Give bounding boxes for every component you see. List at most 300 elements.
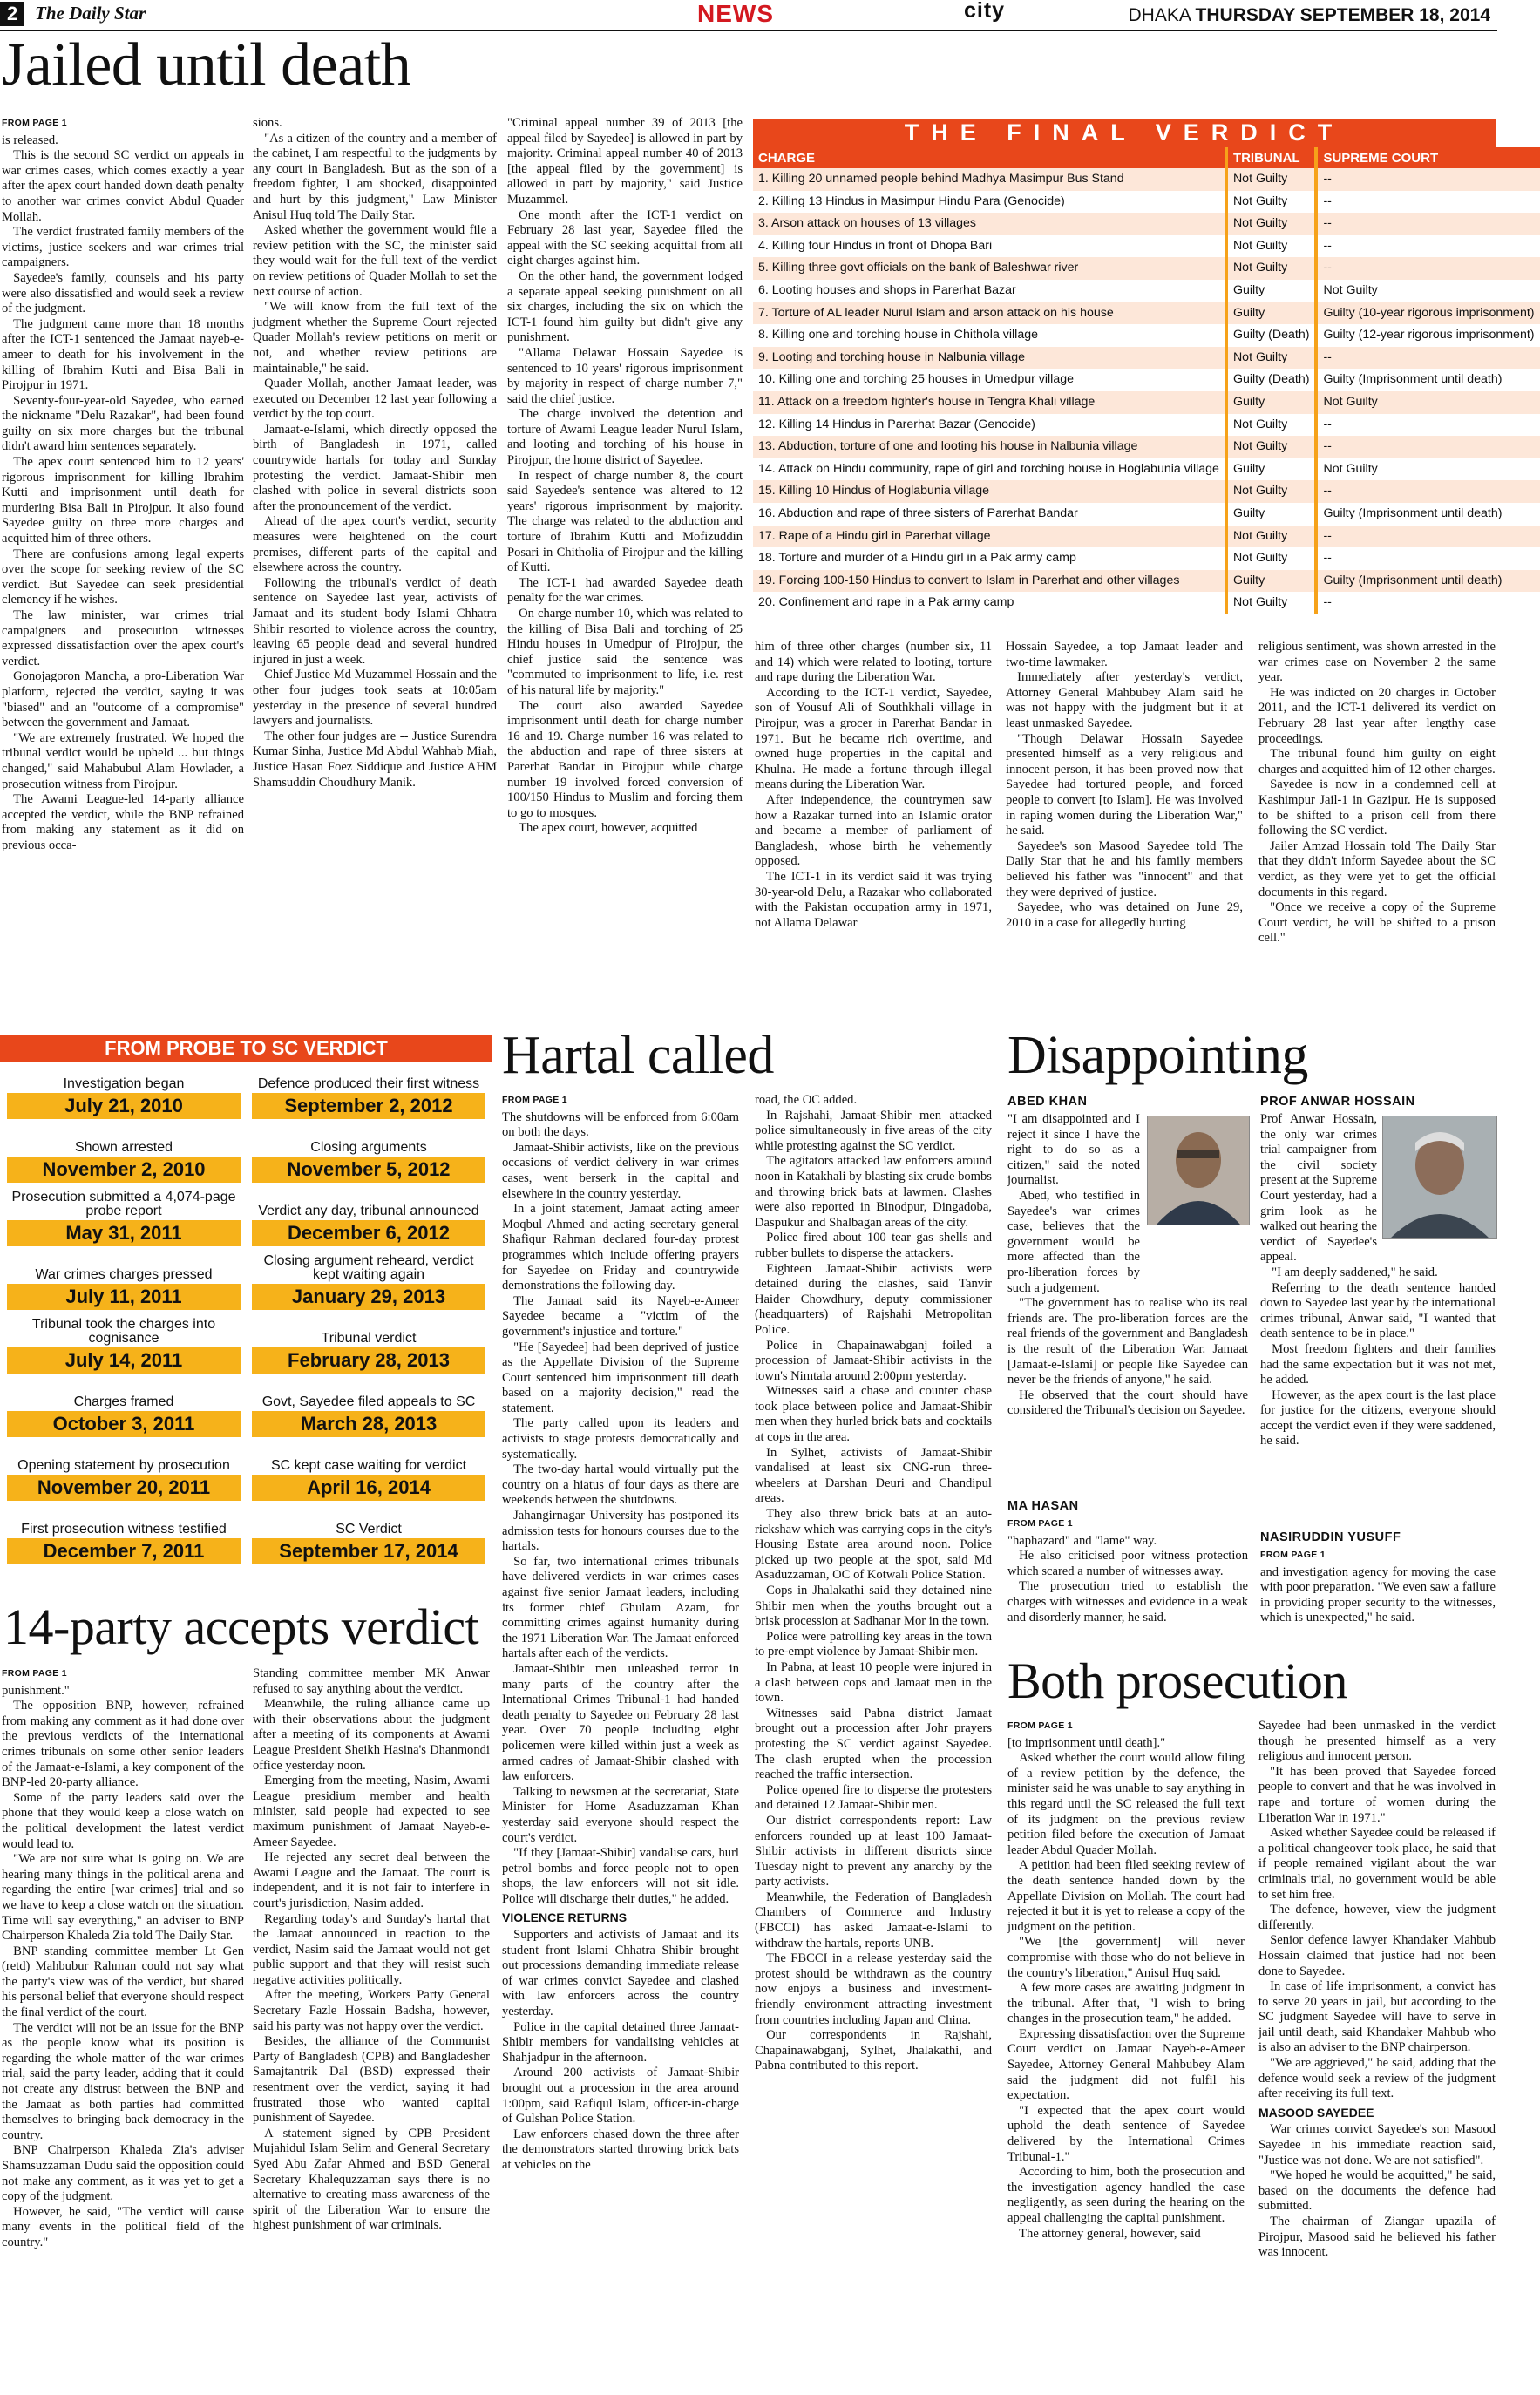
- paragraph: Around 200 activists of Jamaat-Shibir brought out a procession in the area around 1:00pm, said Rafiqul Islam, officer-in-charge of Gulshan Police Station.: [502, 2066, 739, 2127]
- timeline-entry: [7, 1130, 241, 1183]
- paragraph: The two-day hartal would virtually put the country on a hiatus of four days as there are weekends between the shutdowns.: [502, 1462, 739, 1508]
- paragraph: They also threw brick bats at an auto-rickshaw which was carrying cops in the city's Housing Estate area around noon. Police picked up two people at the spot, said Md Asaduzzaman, OC of Kotwali Police Station.: [755, 1507, 992, 1583]
- paragraph: Asked whether the court would allow filing of a review petition by the defence, the minister said he was unable to say anything in this regard until the SC released the full text of its judgment on the previous review petition filed before the execution of Jamaat leader Abdul Quader Mollah.: [1007, 1751, 1245, 1857]
- supreme-court-cell: --: [1316, 191, 1539, 214]
- anwar-hossain-block: [1260, 1091, 1496, 1449]
- paragraph: Jamaat-Shibir activists, like on the previous occasions of verdict delivery in war crimes cases, went berserk in the capital and elsewhere in the country yesterday.: [502, 1140, 739, 1201]
- main-col-3: [507, 116, 743, 837]
- paragraph: The court also awarded Sayedee imprisonment until death for charge number 16 and 19. Charge number 16 was related to the abduction and rape of three sisters at Parerhat Bandar in Pirojpur while charge number 19 involved forced conversion of 100/150 Hindus to Muslim and forcing them to go to mosques.: [507, 698, 743, 820]
- probe-title: FROM PROBE TO SC VERDICT: [0, 1035, 492, 1062]
- supreme-court-cell: Guilty (12-year rigorous imprisonment): [1316, 324, 1539, 347]
- verdict-row: [753, 526, 1540, 548]
- tribunal-cell: Not Guilty: [1226, 191, 1317, 214]
- from-page-label: FROM PAGE 1: [2, 118, 67, 128]
- paragraph: "Allama Delawar Hossain Sayedee is sentenced to 10 years' rigorous imprisonment by majority in respect of charge number 7," said the chief justice.: [507, 345, 743, 406]
- party-col-1: [2, 1666, 244, 2251]
- paragraph: In Pabna, at least 10 people were injured in a clash between cops and Jamaat men in the town.: [755, 1659, 992, 1706]
- paragraph: Sayedee's family, counsels and his party were also dissatisfied and would seek a review of the judgment.: [2, 270, 244, 316]
- charge-cell: 4. Killing four Hindus in front of Dhopa Bari: [753, 235, 1226, 258]
- paragraph: The tribunal found him guilty on eight charges and acquitted him of 12 other charges.: [1258, 747, 1496, 777]
- paragraph: "We [the government] will never compromise with those who do not believe in the country's liberation," Anisul Huq said.: [1007, 1935, 1245, 1980]
- page-number: 2: [0, 2, 24, 26]
- timeline-label: Defence produced their first witness: [257, 1076, 480, 1091]
- paragraph: Jamaat-Shibir men unleashed terror in many parts of the country after the International Crimes Tribunal-1 had handed death penalty to Sayedee on February 28 last year. Over 70 people including eight policemen were killed within just a week as armed cadres of Jamaat-Shibir clashed with law enforcers.: [502, 1661, 739, 1784]
- paragraph: Sayedee is now in a condemned cell at Kashimpur Jail-1 in Gazipur. He is supposed to be shifted to a prison cell from there following the SC verdict.: [1258, 777, 1496, 838]
- ma-hasan-text: [1007, 1516, 1248, 1625]
- paragraph: The other four judges are -- Justice Surendra Kumar Sinha, Justice Md Abdul Wahhab Miah, Justice Hasan Foez Siddique and Justice AHM Shamsuddin Choudhury Manik.: [253, 729, 497, 790]
- tribunal-cell: Guilty: [1226, 570, 1317, 593]
- charge-cell: 3. Arson attack on houses of 13 villages: [753, 213, 1226, 235]
- paragraph: Our district correspondents report: Law enforcers rounded up at least 100 Jamaat-Shibir activists in different districts since Tuesday night to prevent any anarchy by the party activists.: [755, 1813, 992, 1890]
- paragraph: Our correspondents in Rajshahi, Chapainawabganj, Sylhet, Jhalakathi, and Pabna contributed to this report.: [755, 2028, 992, 2073]
- paragraph: A statement signed by CPB President Mujahidul Islam Selim and General Secretary Syed Abu Zafar Ahmed and BSD General Secretary Khalequzzaman says there is no alternative to creating mass awareness of the spirit of the Liberation War to ensure the highest punishment of war criminals.: [253, 2126, 490, 2233]
- timeline-date: September 17, 2014: [252, 1538, 485, 1564]
- prosecution-headline: Both prosecution: [1007, 1652, 1347, 1709]
- tribunal-cell: Not Guilty: [1226, 213, 1317, 235]
- timeline-entry: [252, 1385, 485, 1437]
- paragraph: "I expected that the apex court would uphold the death sentence of Sayedee delivered by the International Crimes Tribunal-1.": [1007, 2103, 1245, 2164]
- charge-cell: 11. Attack on a freedom fighter's house in Tengra Khali village: [753, 391, 1226, 414]
- paragraph: "Criminal appeal number 39 of 2013 [the appeal filed by Sayedee] is allowed in part by majority. Criminal appeal number 40 of 2013 [the appeal filed by the government] is allowed in part by majority," said Justice Muzammel.: [507, 116, 743, 207]
- timeline-entry: [252, 1067, 485, 1119]
- charge-cell: 19. Forcing 100-150 Hindus to convert to Islam in Parerhat and other villages: [753, 570, 1226, 593]
- paragraph: Jahangirnagar University has postponed its admission tests for honours courses due to the hartals.: [502, 1509, 739, 1554]
- prosecution-col-2: [1258, 1719, 1496, 2261]
- paragraph: Witnesses said Pabna district Jamaat brought out a procession after Johr prayers protesting the SC verdict against Sayedee. The clash erupted when the procession reached the traffic intersection.: [755, 1706, 992, 1782]
- timeline-label: SC kept case waiting for verdict: [270, 1458, 467, 1473]
- timeline-date: October 3, 2011: [7, 1411, 241, 1437]
- paragraph: However, he said, "The verdict will cause many events in the political field of the country.": [2, 2204, 244, 2249]
- paragraph: The charge involved the detention and torture of Awami League leader Nurul Islam, and looting and torching of his house in Pirojpur, the home district of Sayedee.: [507, 407, 743, 468]
- subsection-label: city: [964, 0, 1006, 23]
- paragraph: "The government has to realise who its real friends are. The pro-liberation forces are the real friends of the government and Bangladesh is the result of the Liberation War. Jamaat [Jamaat-e-Islami] or people like Sayedee can never be the friends of anyone," he said.: [1007, 1296, 1248, 1387]
- tribunal-cell: Guilty: [1226, 280, 1317, 302]
- paragraph: This is the second SC verdict on appeals in war crimes cases, which comes exactly a year after the apex court handed down death penalty to another war crimes convict Abdul Quader Mollah.: [2, 148, 244, 224]
- tribunal-cell: Not Guilty: [1226, 257, 1317, 280]
- portrait-icon: [1148, 1116, 1249, 1225]
- timeline-label: Shown arrested: [74, 1140, 173, 1155]
- paragraph: There are confusions among legal experts over the scope for seeking review of the SC verdict. But Sayedee can seek presidential clemency if he wishes.: [2, 546, 244, 607]
- paragraph: According to him, both the prosecution and the investigation agency handled the case negligently, as seen during the hearing on the appeal challenging the capital punishment.: [1007, 2165, 1245, 2225]
- nasiruddin-yusuff-text: [1260, 1548, 1496, 1626]
- paragraph: him of three other charges (number six, 11 and 14) which were related to looting, torture and rape during the Liberation War.: [755, 640, 992, 685]
- supreme-court-cell: --: [1316, 347, 1539, 370]
- paragraph: "If they [Jamaat-Shibir] vandalise cars, hurl petrol bombs and force people not to open shops, the law enforcers will not sit idle. Police will discharge their duties," he added.: [502, 1846, 739, 1906]
- verdict-row: [753, 324, 1540, 347]
- supreme-court-cell: --: [1316, 480, 1539, 503]
- from-page-label: FROM PAGE 1: [502, 1095, 567, 1105]
- paragraph: Police in the capital detained three Jamaat-Shibir members for vandalising vehicles at Shahjadpur in the afternoon.: [502, 2019, 739, 2065]
- verdict-row: [753, 480, 1540, 503]
- supreme-court-cell: --: [1316, 257, 1539, 280]
- paragraph: Asked whether Sayedee could be released if a political changeover took place, he said that if people remained vigilant about the war criminals trial, no government would be able to set him free.: [1258, 1826, 1496, 1902]
- subhead: MASOOD SAYEDEE: [1258, 2105, 1374, 2120]
- prosecution-col-1: [1007, 1719, 1245, 2242]
- tribunal-cell: Guilty: [1226, 391, 1317, 414]
- timeline-entry: [252, 1449, 485, 1501]
- paragraph: In case of life imprisonment, a convict has to serve 20 years in jail, but according to the SC judgment Sayedee will have to serve in jail until death, said Khandaker Mahbub who is also an adviser to the BNP chairperson.: [1258, 1979, 1496, 2055]
- paragraph: The law minister, war crimes trial campaigners and prosecution witnesses expressed dissatisfaction over the apex court's verdict.: [2, 608, 244, 668]
- verdict-row: [753, 369, 1540, 391]
- party-headline: 14-party accepts verdict: [3, 1598, 479, 1655]
- verdict-row: [753, 257, 1540, 280]
- paragraph: "haphazard" and "lame" way.: [1007, 1533, 1157, 1548]
- paragraph: After the meeting, Workers Party General Secretary Fazle Hossain Badsha, however, said his party was not happy over the verdict.: [253, 1988, 490, 2033]
- party-col-2: [253, 1666, 490, 2234]
- paragraph: "We will know from the full text of the judgment whether the Supreme Court rejected Quader Mollah's review petitions on merit or not, and whether review petitions are maintainable," he said.: [253, 300, 497, 376]
- disappointing-headline: Disappointing: [1007, 1026, 1308, 1085]
- tribunal-cell: Not Guilty: [1226, 526, 1317, 548]
- paragraph: Senior defence lawyer Khandaker Mahbub Hossain claimed that justice had not been done to Sayedee.: [1258, 1933, 1496, 1978]
- nasiruddin-yusuff-block: [1260, 1527, 1496, 1626]
- timeline-entry: [7, 1512, 241, 1564]
- paragraph: He also criticised poor witness protection which scared a number of witnesses away.: [1007, 1549, 1248, 1578]
- paragraph: Police opened fire to disperse the protesters and detained 12 Jamaat-Shibir men.: [755, 1782, 992, 1813]
- charge-cell: 10. Killing one and torching 25 houses in Umedpur village: [753, 369, 1226, 391]
- paragraph: The attorney general, however, said: [1019, 2226, 1201, 2241]
- paragraph: Eighteen Jamaat-Shibir activists were detained during the clashes, said Tanvir Haider Chowdhury, deputy commissioner (headquarters) of Rajshahi Metropolitan Police.: [755, 1261, 992, 1337]
- verdict-row: [753, 391, 1540, 414]
- paragraph: Chief Justice Md Muzammel Hossain and the other four judges took seats at 10:05am yesterday in the presence of several hundred lawyers and journalists.: [253, 668, 497, 729]
- hartal-col-2: [755, 1093, 992, 2074]
- paragraph: Cops in Jhalakathi said they detained nine Shibir men when the youths brought out a brisk procession at Sadhanar Mor in the town.: [755, 1584, 992, 1629]
- tribunal-cell: Not Guilty: [1226, 347, 1317, 370]
- byline-abed-khan: ABED KHAN: [1007, 1095, 1088, 1109]
- charge-cell: 15. Killing 10 Hindus of Hoglabunia village: [753, 480, 1226, 503]
- paragraph: Standing committee member MK Anwar refused to say anything about the verdict.: [253, 1666, 490, 1696]
- supreme-court-cell: --: [1316, 436, 1539, 458]
- paragraph: Asked whether the government would file a review petition with the SC, the minister said they would wait for the full text of the verdict on review petitions of Quader Mollah to set the next course of action.: [253, 223, 497, 299]
- timeline-entry: [7, 1449, 241, 1501]
- paragraph: Police fired about 100 tear gas shells and rubber bullets to disperse the attackers.: [755, 1231, 992, 1260]
- timeline-date: April 16, 2014: [252, 1475, 485, 1501]
- timeline-label: Govt, Sayedee filed appeals to SC: [261, 1394, 476, 1409]
- supreme-court-cell: Guilty (Imprisonment until death): [1316, 369, 1539, 391]
- paragraph: The chairman of Ziangar upazila of Pirojpur, Masood said he believed his father was innocent.: [1258, 2215, 1496, 2260]
- paragraph: Sayedee had been unmasked in the verdict though he presented himself as a very religious and innocent person.: [1258, 1719, 1496, 1764]
- paragraph: "We are extremely frustrated. We hoped the tribunal verdict would be upheld ... but things changed," said Mahabubul Alam Howlader, a prosecution witness from Pirojpur.: [2, 730, 244, 791]
- byline-ma-hasan: MA HASAN: [1007, 1499, 1079, 1513]
- paragraph: The shutdowns will be enforced from 6:00am on both the days.: [502, 1109, 739, 1140]
- paragraph: Supporters and activists of Jamaat and its student front Islami Chhatra Shibir brought out processions demanding immediate release of war crimes convict Sayedee and clashed with law enforcers across the country yesterday.: [502, 1928, 739, 2019]
- paragraph: War crimes convict Sayedee's son Masood Sayedee in his immediate reaction said, "Justice was not done. We are not satisfied".: [1258, 2122, 1496, 2168]
- probe-timeline-box: [0, 1035, 492, 1595]
- timeline-entry: [252, 1194, 485, 1246]
- paragraph: Witnesses said a chase and counter chase took place between police and Jamaat-Shibir men when they hurled brick bats and cocktails at cops in the area.: [755, 1384, 992, 1445]
- paragraph: Some of the party leaders said over the phone that they would keep a close watch on the political development the latest verdict would lead to.: [2, 1790, 244, 1851]
- verdict-row: [753, 235, 1540, 258]
- verdict-row: [753, 302, 1540, 325]
- charge-cell: 7. Torture of AL leader Nurul Islam and arson attack on his house: [753, 302, 1226, 325]
- tribunal-cell: Guilty: [1226, 458, 1317, 481]
- tribunal-cell: Not Guilty: [1226, 414, 1317, 437]
- verdict-row: [753, 414, 1540, 437]
- verdict-row: [753, 547, 1540, 570]
- supreme-court-cell: --: [1316, 213, 1539, 235]
- paragraph: In a joint statement, Jamaat acting ameer Moqbul Ahmed and acting secretary general Shafiqur Rahman declared four-day protest programmes which include offering prayers for Sayedee on Friday and countrywide demonstrations the following day.: [502, 1202, 739, 1293]
- timeline-entry: [252, 1130, 485, 1183]
- abed-khan-photo: [1147, 1116, 1250, 1225]
- paragraph: punishment.": [2, 1683, 70, 1698]
- timeline-label: Charges framed: [73, 1394, 174, 1409]
- timeline-label: SC Verdict: [336, 1522, 402, 1537]
- timeline-entry: [252, 1253, 485, 1310]
- paragraph: Quader Mollah, another Jamaat leader, was executed on December 12 last year following a verdict by the top court.: [253, 377, 497, 422]
- timeline-entry: [252, 1321, 485, 1374]
- paragraph: Jailer Amzad Hossain told The Daily Star that they didn't inform Sayedee about the SC verdict, as they were yet to get the official documents in this regard.: [1258, 838, 1496, 899]
- paragraph: The apex court sentenced him to 12 years' rigorous imprisonment for killing Ibrahim Kutti and imprisonment until death for murdering Bisa Bali in Pirojpur. It also found Sayedee guilty on three more charges and acquitted him of three others.: [2, 455, 244, 546]
- paragraph: In Sylhet, activists of Jamaat-Shibir vandalised at least six CNG-run three-wheelers at Darshan Deuri and Chandipul areas.: [755, 1445, 992, 1506]
- paragraph: One month after the ICT-1 verdict on February 28 last year, Sayedee filed the appeal with the SC seeking acquittal from all eight charges against him.: [507, 207, 743, 268]
- col-header-supreme-court: SUPREME COURT: [1316, 147, 1539, 168]
- verdict-row: [753, 280, 1540, 302]
- timeline-label: Closing argument reheard, verdict kept waiting again: [263, 1253, 474, 1282]
- paragraph: He observed that the court should have considered the Tribunal's decision on Sayedee.: [1007, 1387, 1248, 1418]
- charge-cell: 18. Torture and murder of a Hindu girl in a Pak army camp: [753, 547, 1226, 570]
- paragraph: "We are aggrieved," he said, adding that the defence would seek a review of the judgment after receiving its full text.: [1258, 2056, 1496, 2101]
- from-page-label: FROM PAGE 1: [2, 1668, 67, 1679]
- paragraph: Abed, who testified in Sayedee's war crimes case, believes that the government would be more affected than the pro-liberation forces by such a judgement.: [1007, 1188, 1140, 1295]
- timeline-entry: [7, 1317, 241, 1374]
- timeline-date: July 11, 2011: [7, 1284, 241, 1310]
- paragraph: Jamaat-e-Islami, which directly opposed the birth of Bangladesh in 1971, called countrywide hartals for today and Sunday protesting the verdict. Jamaat-Shibir men clashed with police in several districts soon after the pronouncement of the verdict.: [253, 422, 497, 513]
- timeline-date: July 21, 2010: [7, 1093, 241, 1119]
- charge-cell: 1. Killing 20 unnamed people behind Madhya Masimpur Bus Stand: [753, 168, 1226, 191]
- timeline-date: July 14, 2011: [7, 1347, 241, 1374]
- charge-cell: 13. Abduction, torture of one and looting his house in Nalbunia village: [753, 436, 1226, 458]
- paragraph: He rejected any secret deal between the Awami League and the Jamaat. The court is independent, and it is not fair to interfere in court's jurisdiction, Nasim added.: [253, 1850, 490, 1910]
- supreme-court-cell: --: [1316, 235, 1539, 258]
- paragraph: Immediately after yesterday's verdict, Attorney General Mahbubey Alam said he was not happy with the judgment but it at least unmasked Sayedee.: [1006, 670, 1243, 730]
- main-col-2: [253, 116, 497, 790]
- timeline-date: December 6, 2012: [252, 1220, 485, 1246]
- paragraph: "Though Delawar Hossain Sayedee presented himself as a very religious and innocent person, it has been proved now that Sayedee had tortured people, and forced people to convert [to Islam]. He was involved in raping women during the Liberation War," he said.: [1006, 731, 1243, 838]
- verdict-row: [753, 436, 1540, 458]
- paragraph: religious sentiment, was shown arrested in the war crimes case on November 2 the same year.: [1258, 640, 1496, 685]
- supreme-court-cell: Guilty (10-year rigorous imprisonment): [1316, 302, 1539, 325]
- paragraph: The FBCCI in a release yesterday said the protest should be withdrawn as the country now enjoys a business and investment-friendly environment attracting investment from countries including Japan and China.: [755, 1951, 992, 2027]
- paragraph: Seventy-four-year-old Sayedee, who earned the nickname "Delu Razakar", had been found guilty on six more charges but the tribunal didn't award him sentences separately.: [2, 393, 244, 454]
- timeline-date: September 2, 2012: [252, 1093, 485, 1119]
- timeline-label: Closing arguments: [310, 1140, 427, 1155]
- paragraph: Referring to the death sentence handed down to Sayedee last year by the international crimes tribunal, Anwar said, "I wanted that death sentence to be in place.": [1260, 1280, 1496, 1341]
- paragraph: The Jamaat said its Nayeb-e-Ameer Sayedee became a "victim of the government's injustice and torture.": [502, 1293, 739, 1339]
- charge-cell: 14. Attack on Hindu community, rape of girl and torching house in Hoglabunia village: [753, 458, 1226, 481]
- from-page-label: FROM PAGE 1: [1260, 1550, 1326, 1560]
- hartal-headline: Hartal called: [502, 1026, 774, 1085]
- paragraph: In Rajshahi, Jamaat-Shibir men attacked police simultaneously in five areas of the city while protesting against the SC verdict.: [755, 1108, 992, 1153]
- paragraph: sions.: [253, 116, 282, 130]
- main-col-1: [2, 116, 244, 854]
- supreme-court-cell: Guilty (Imprisonment until death): [1316, 503, 1539, 526]
- timeline-date: May 31, 2011: [7, 1220, 241, 1246]
- paragraph: Hossain Sayedee, a top Jamaat leader and two-time lawmaker.: [1006, 640, 1243, 669]
- timeline-entry: [7, 1385, 241, 1437]
- tribunal-cell: Not Guilty: [1226, 168, 1317, 191]
- paragraph: He was indicted on 20 charges in October 2011, and the ICT-1 delivered its verdict on February 28 last year after lengthy case proceedings.: [1258, 685, 1496, 746]
- paragraph: Besides, the alliance of the Communist Party of Bangladesh (CPB) and Bangladesher Samajtantrik Dal (BSD) expressed their resentment over the verdict, saying it had frustrated those who wanted capital punishment of Sayedee.: [253, 2034, 490, 2126]
- charge-cell: 6. Looting houses and shops in Parerhat Bazar: [753, 280, 1226, 302]
- paragraph: "It has been proved that Sayedee forced people to convert and that he was involved in rape and torture of women during the Liberation War in 1971.": [1258, 1764, 1496, 1825]
- paragraph: The apex court, however, acquitted: [519, 821, 698, 836]
- supreme-court-cell: Not Guilty: [1316, 391, 1539, 414]
- timeline-label: Verdict any day, tribunal announced: [258, 1204, 479, 1218]
- verdict-row: [753, 191, 1540, 214]
- col-header-charge: CHARGE: [753, 147, 1226, 168]
- paragraph: The opposition BNP, however, refrained from making any comment as it had done over the previous verdicts of the international crimes tribunals on some other senior leaders of the Jamaat-e-Islami, a key component of the BNP-led 20-party alliance.: [2, 1699, 244, 1790]
- supreme-court-cell: --: [1316, 526, 1539, 548]
- timeline-entry: [7, 1258, 241, 1310]
- verdict-table: [753, 147, 1540, 614]
- paragraph: "We hoped he would be acquitted," he said, based on the documents the defence had submitted.: [1258, 2168, 1496, 2214]
- paragraph: Police were patrolling key areas in the town to pre-empt violence by Jamaat-Shibir men.: [755, 1629, 992, 1659]
- verdict-row: [753, 592, 1540, 614]
- charge-cell: 9. Looting and torching house in Nalbunia village: [753, 347, 1226, 370]
- tribunal-cell: Guilty (Death): [1226, 324, 1317, 347]
- timeline-label: Prosecution submitted a 4,074-page probe report: [11, 1190, 236, 1218]
- timeline-entry: [252, 1512, 485, 1564]
- verdict-row: [753, 347, 1540, 370]
- paragraph: The judgment came more than 18 months after the ICT-1 sentenced the Jamaat nayeb-e-ameer to death for his involvement in the killing of Ibrahim Kutti and Bisa Bali in Pirojpur in 1971.: [2, 316, 244, 393]
- paragraph: The party called upon its leaders and activists to stage protests democratically and systematically.: [502, 1416, 739, 1462]
- final-verdict-box: [753, 119, 1535, 614]
- paragraph: Meanwhile, the ruling alliance came up with their observations about the judgment after a meeting of its components at Awami League President Sheikh Hasina's Dhanmondi office yesterday noon.: [253, 1697, 490, 1773]
- timeline-label: Tribunal verdict: [321, 1331, 417, 1346]
- byline-nasiruddin-yusuff: NASIRUDDIN YUSUFF: [1260, 1530, 1401, 1544]
- timeline-date: March 28, 2013: [252, 1411, 485, 1437]
- charge-cell: 8. Killing one and torching house in Chithola village: [753, 324, 1226, 347]
- dateline: DHAKA THURSDAY SEPTEMBER 18, 2014: [1128, 5, 1490, 25]
- paragraph: BNP standing committee member Lt Gen (retd) Mahbubur Rahman could not say what the party's view was of the verdict, but shared his personal belief that everyone should respect the final verdict of the court.: [2, 1944, 244, 2020]
- tribunal-cell: Not Guilty: [1226, 547, 1317, 570]
- paragraph: Police in Chapainawabganj foiled a procession of Jamaat-Shibir activists in the town's Nimtala around 2:00pm yesterday.: [755, 1338, 992, 1383]
- paragraph: Expressing dissatisfaction over the Supreme Court verdict on Jamaat Nayeb-e-Ameer Sayedee, Attorney General Mahbubey Alam said the judgment did not fulfil his expectation.: [1007, 2026, 1245, 2103]
- verdict-row: [753, 570, 1540, 593]
- from-page-label: FROM PAGE 1: [1007, 1720, 1073, 1731]
- paragraph: The Awami League-led 14-party alliance accepted the verdict, while the BNP refrained from making any statement as it did on previous occa-: [2, 792, 244, 852]
- main-col-4: [755, 640, 992, 931]
- main-col-5: [1006, 640, 1243, 931]
- paragraph: The verdict frustrated family members of the victims, justice seekers and war crimes trial campaigners.: [2, 225, 244, 270]
- from-page-label: FROM PAGE 1: [1007, 1518, 1073, 1529]
- paragraph: On the other hand, the government lodged a separate appeal seeking punishment on all six charges, including the six on which the ICT-1 found him guilty but didn't give any punishment.: [507, 268, 743, 345]
- paragraph: "I am disappointed and I reject it since I have the right to do so as a citizen," said the noted journalist.: [1007, 1112, 1140, 1188]
- paragraph: The prosecution tried to establish the charges with witnesses and evidence in a weak and disorderly manner, he said.: [1007, 1579, 1248, 1625]
- paragraph: BNP Chairperson Khaleda Zia's adviser Shamsuzzaman Dudu said the opposition could not make any comment, as it was yet to get a copy of the judgment.: [2, 2143, 244, 2204]
- timeline-date: February 28, 2013: [252, 1347, 485, 1374]
- paragraph: In respect of charge number 8, the court said Sayedee's sentence was altered to 12 years' rigorous imprisonment by majority. The charge was related to the abduction and torture of Ibrahim Kutti and Mofizuddin Posari in Chitholia of Pirojpur and the killing of Kutti.: [507, 468, 743, 575]
- timeline-entry: [7, 1190, 241, 1246]
- timeline-date: December 7, 2011: [7, 1538, 241, 1564]
- hartal-col-1: [502, 1093, 739, 2174]
- charge-cell: 2. Killing 13 Hindus in Masimpur Hindu Para (Genocide): [753, 191, 1226, 214]
- supreme-court-cell: --: [1316, 547, 1539, 570]
- paragraph: "We are not sure what is going on. We are hearing many things in the political arena and regarding the entire [war crimes] trial and so we have to keep a close watch on the situation. Time will say everything," an adviser to BNP Chairperson Khaleda Zia told The Daily Star.: [2, 1852, 244, 1944]
- paragraph: Prof Anwar Hossain, the only war crimes trial campaigner from the civil society present at the Supreme Court yesterday, had a grim look as he walked out hearing the verdict of Sayedee's appeal.: [1260, 1112, 1377, 1265]
- paragraph: "Once we receive a copy of the Supreme Court verdict, he will be shifted to a prison cell.": [1258, 900, 1496, 946]
- paragraph: Talking to newsmen at the secretariat, State Minister for Home Asaduzzaman Khan yesterday said everyone should respect the court's verdict.: [502, 1784, 739, 1845]
- timeline-entry: [7, 1067, 241, 1119]
- paragraph: "As a citizen of the country and a member of the cabinet, I am respectful to the judgments by any court in Bangladesh. But as the son of a freedom fighter, I am shocked, disappointed and hurt by this judgment," Law Minister Anisul Huq told The Daily Star.: [253, 131, 497, 222]
- paragraph: However, as the apex court is the last place for justice for the citizens, everyone should accept the verdict even if they were saddened, he said.: [1260, 1387, 1496, 1449]
- verdict-row: [753, 503, 1540, 526]
- paragraph: road, the OC added.: [755, 1093, 858, 1107]
- paragraph: The ICT-1 had awarded Sayedee death penalty for the war crimes.: [507, 575, 743, 606]
- paragraph: Ahead of the apex court's verdict, security measures were heightened on the court premises, different parts of the capital and elsewhere across the country.: [253, 514, 497, 575]
- portrait-icon: [1383, 1116, 1496, 1238]
- main-col-6: [1258, 640, 1496, 946]
- tribunal-cell: Not Guilty: [1226, 436, 1317, 458]
- paragraph: On charge number 10, which was related to the killing of Bisa Bali and torching of 25 Hindu houses in Umedpur of Pirojpur, the chief justice said the sentence was "commuted to imprisonment to life, i.e. rest of his natural life by majority.": [507, 607, 743, 697]
- paragraph: Sayedee's son Masood Sayedee told The Daily Star that he and his family members believed his father was "innocent" and that they were deprived of justice.: [1006, 838, 1243, 899]
- paragraph: and investigation agency for moving the case with poor preparation. "We even saw a failure in providing proper security to the witnesses, which is unexpected," he said.: [1260, 1564, 1496, 1625]
- timeline-label: First prosecution witness testified: [21, 1522, 227, 1537]
- paragraph: Most freedom fighters and their families had the same expectation but it was not met, he added.: [1260, 1341, 1496, 1387]
- timeline-label: Opening statement by prosecution: [17, 1458, 230, 1473]
- paragraph: A few more cases are awaiting judgment in the tribunal. After that, "I wish to bring changes in the prosecution team," he added.: [1007, 1981, 1245, 2026]
- byline-anwar-hossain: PROF ANWAR HOSSAIN: [1260, 1095, 1415, 1109]
- tribunal-cell: Guilty: [1226, 302, 1317, 325]
- paragraph: Meanwhile, the Federation of Bangladesh Chambers of Commerce and Industry (FBCCI) has asked Jamaat-e-Islami to withdraw the hartals, reports UNB.: [755, 1890, 992, 1951]
- ma-hasan-block: [1007, 1496, 1248, 1625]
- paragraph: "He [Sayedee] had been deprived of justice as the Appellate Division of the Supreme Court sentenced him imprisonment till death based on a majority decision," read the statement.: [502, 1340, 739, 1415]
- timeline-label: Investigation began: [63, 1076, 185, 1091]
- supreme-court-cell: --: [1316, 592, 1539, 614]
- supreme-court-cell: --: [1316, 168, 1539, 191]
- paragraph: The verdict will not be an issue for the BNP as the people know what its position is regarding the whole matter of the war crimes trial, said the party leader, adding that it could not create any distrust between the BNP and the Jamaat as both parties had committed themselves to bringing back democracy in the country.: [2, 2020, 244, 2142]
- paragraph: After independence, the countrymen saw how a Razakar turned into an Islamic orator and became a member of parliament of Bangladesh, whose birth he vehemently opposed.: [755, 792, 992, 869]
- charge-cell: 5. Killing three govt officials on the bank of Baleshwar river: [753, 257, 1226, 280]
- subhead: VIOLENCE RETURNS: [502, 1910, 628, 1925]
- timeline-label: War crimes charges pressed: [35, 1267, 213, 1282]
- tribunal-cell: Not Guilty: [1226, 235, 1317, 258]
- final-verdict-title: THE FINAL VERDICT: [753, 119, 1496, 147]
- tribunal-cell: Not Guilty: [1226, 592, 1317, 614]
- main-headline: Jailed until death: [2, 31, 411, 98]
- abed-khan-block: [1007, 1091, 1248, 1419]
- paragraph: Emerging from the meeting, Nasim, Awami League presidium member and health minister, said people had expected to see maximum punishment of Jamaat Nayeb-e-Ameer Sayedee.: [253, 1774, 490, 1849]
- paragraph: The defence, however, view the judgment differently.: [1258, 1903, 1496, 1932]
- paragraph: According to the ICT-1 verdict, Sayedee, son of Yousuf Ali of Southkhali village in Pirojpur, was a grocer in Parerhat Bandar in 1971. But he became rich overtime, and owned huge properties in the capital and Khulna. He made a fortune through illegal means during the Liberation War.: [755, 685, 992, 792]
- charge-cell: 17. Rape of a Hindu girl in Parerhat village: [753, 526, 1226, 548]
- paragraph: Gonojagoron Mancha, a pro-Liberation War platform, rejected the verdict, saying it was "biased" and an "outcome of a compromise" between the government and Jamaat.: [2, 669, 244, 730]
- paragraph: The agitators attacked law enforcers around noon in Katakhali by blasting six crude bombs and throwing brick bats at lawmen. Clashes were also reported in Binodpur, Dingadoba, Daspukur and Shalbagan areas of the city.: [755, 1154, 992, 1230]
- supreme-court-cell: Guilty (Imprisonment until death): [1316, 570, 1539, 593]
- section-label: NEWS: [697, 0, 774, 27]
- verdict-row: [753, 458, 1540, 481]
- charge-cell: 16. Abduction and rape of three sisters of Parerhat Bandar: [753, 503, 1226, 526]
- paragraph: A petition had been filed seeking review of the death sentence handed down by the Appellate Division on Mollah. The court had rejected it but it is yet to release a copy of the judgment on the petition.: [1007, 1858, 1245, 1934]
- supreme-court-cell: Not Guilty: [1316, 280, 1539, 302]
- paragraph: "I am deeply saddened," he said.: [1272, 1265, 1438, 1279]
- col-header-tribunal: TRIBUNAL: [1226, 147, 1317, 168]
- newspaper-name: The Daily Star: [35, 3, 146, 24]
- paragraph: Following the tribunal's verdict of death sentence on Sayedee last year, activists of Jamaat and its student body Islami Chhatra Shibir resorted to violence across the country, leaving 65 people dead and several hundred injured in just a week.: [253, 575, 497, 667]
- verdict-row: [753, 168, 1540, 191]
- timeline-date: November 2, 2010: [7, 1157, 241, 1183]
- tribunal-cell: Not Guilty: [1226, 480, 1317, 503]
- paragraph: Regarding today's and Sunday's hartal that the Jamaat announced in reaction to the verdict, Nasim said the Jamaat would not get public support and that they will resist such negative activities politically.: [253, 1911, 490, 1987]
- paragraph: The ICT-1 in its verdict said it was trying 30-year-old Delu, a Razakar who collaborated with the Pakistan occupation army in 1971, not Allama Delawar: [755, 869, 992, 930]
- paragraph: is released.: [2, 132, 58, 147]
- timeline-label: Tribunal took the charges into cognisance: [31, 1317, 216, 1346]
- timeline-date: January 29, 2013: [252, 1284, 485, 1310]
- timeline-date: November 5, 2012: [252, 1157, 485, 1183]
- paragraph: Sayedee, who was detained on June 29, 2010 in a case for allegedly hurting: [1006, 900, 1243, 930]
- charge-cell: 12. Killing 14 Hindus in Parerhat Bazar (Genocide): [753, 414, 1226, 437]
- charge-cell: 20. Confinement and rape in a Pak army camp: [753, 592, 1226, 614]
- tribunal-cell: Guilty (Death): [1226, 369, 1317, 391]
